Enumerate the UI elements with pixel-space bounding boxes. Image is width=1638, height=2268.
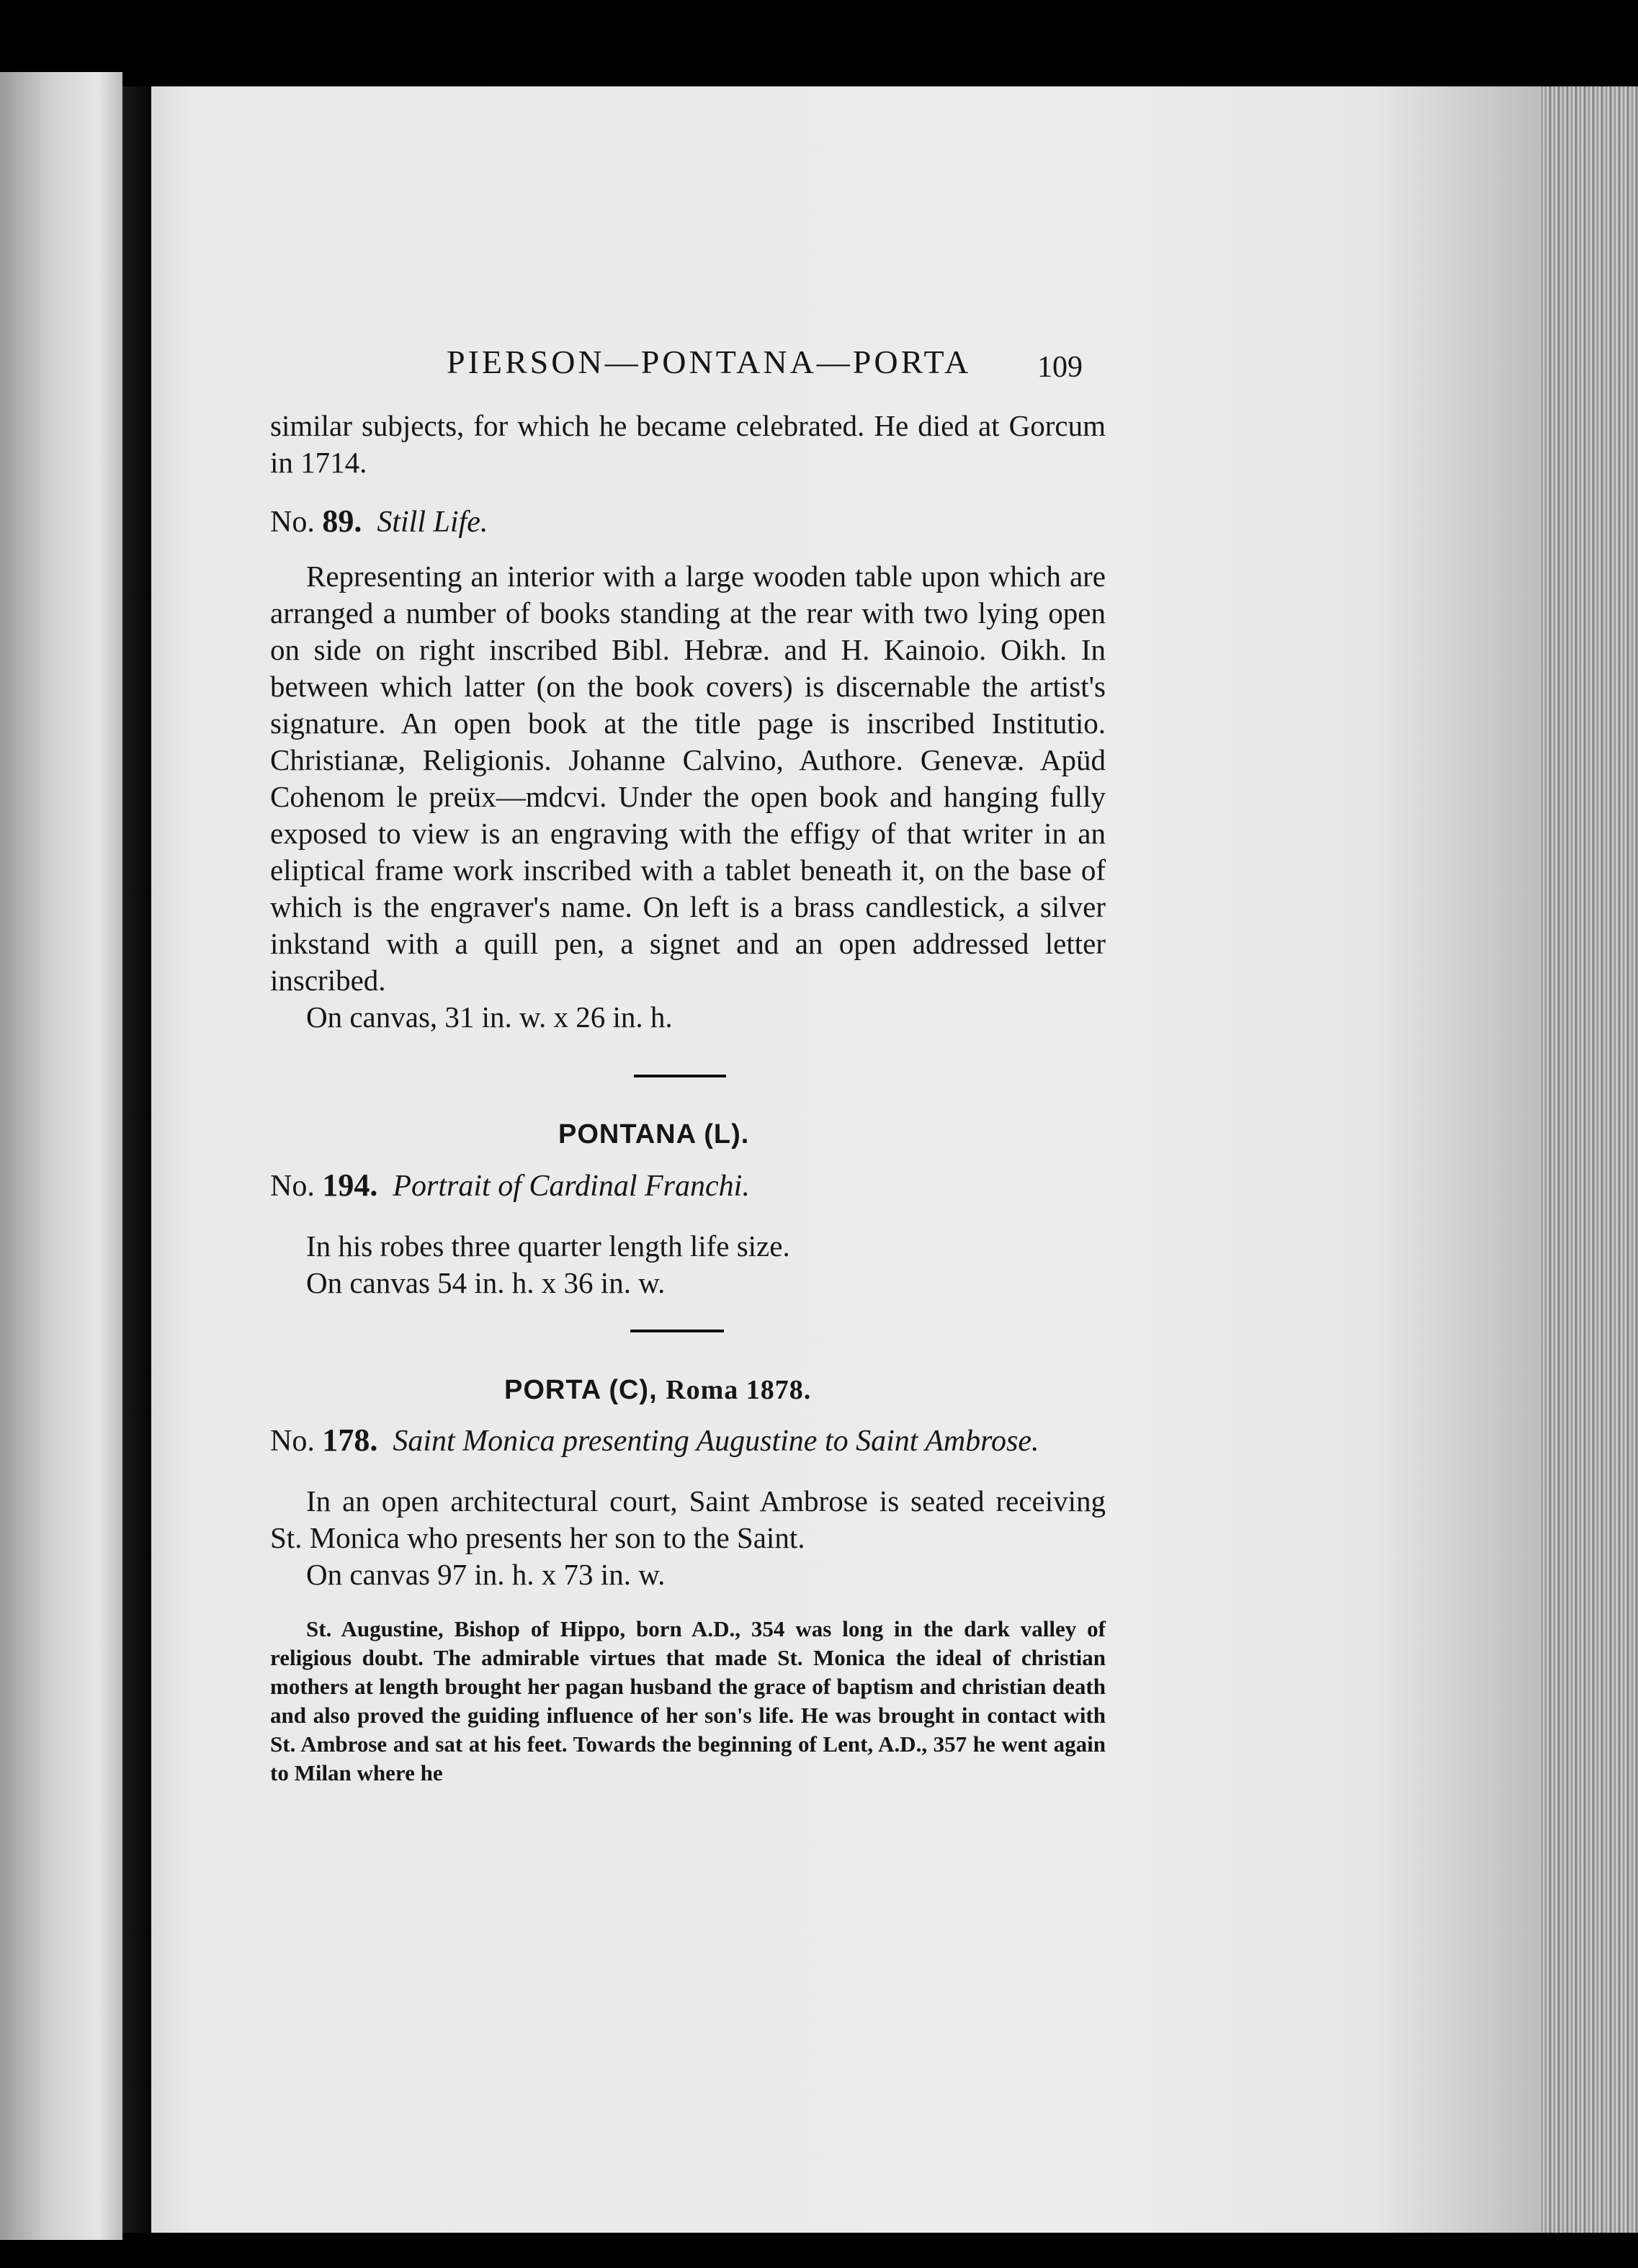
entry-dimensions: On canvas 97 in. h. x 73 in. w. — [306, 1558, 666, 1591]
entry-title: Portrait of Cardinal Franchi. — [393, 1170, 750, 1203]
artist-heading-pontana: PONTANA (L). — [558, 1119, 750, 1149]
artist-place-date: Roma 1878. — [666, 1375, 812, 1405]
section-divider — [630, 1330, 724, 1332]
porta-section — [270, 1422, 1106, 1788]
pierson-continuation: similar subjects, for which he became celebrated. He died at Gorcum in 1714. — [270, 409, 1106, 479]
book-gutter — [122, 86, 151, 2233]
entry-194 — [270, 1167, 1106, 1204]
artist-heading-porta — [504, 1374, 811, 1406]
entry-title: Saint Monica presenting Augustine to Saint Ambrose. — [393, 1425, 1039, 1458]
pontana-section — [270, 1167, 1106, 1301]
entry-178 — [270, 1422, 1106, 1458]
entry-89 — [270, 503, 1106, 539]
entry-description: Representing an interior with a large wooden table upon which are arranged a number of books standing at the rear with two lying open on side on right inscribed Bibl. Hebræ. and H. Kainoio. Oikh. In between which latter (on the book covers) is discernable the artist's signature. An open book at the title page is inscribed Institutio. Christianæ, Religionis. Johanne Calvino, Authore. Genevæ. Apüd Cohenom le preüx—mdcvi. Under the open book and hanging fully exposed to view is an engraving with the effigy of that writer in an eliptical frame work inscribed with a tablet beneath it, on the base of which is the engraver's name. On left is a brass candlestick, a silver inkstand with a quill pen, a signet and an open addressed letter inscribed. — [270, 560, 1106, 997]
entry-dimensions: On canvas, 31 in. w. x 26 in. h. — [306, 1000, 673, 1034]
entry-no-label: No. — [270, 506, 315, 539]
entry-title: Still Life. — [377, 506, 488, 539]
page-edges — [1541, 86, 1638, 2233]
entry-description: In his robes three quarter length life size. — [306, 1229, 790, 1263]
entry-dimensions: On canvas 54 in. h. x 36 in. w. — [306, 1266, 666, 1299]
biographical-note: St. Augustine, Bishop of Hippo, born A.D., 354 was long in the dark valley of religious doubt. The admirable virtues that made St. Monica the ideal of christian mothers at length brought her pagan husband the grace of baptism and christian death and also proved the guiding influence of her son's life. He was brought in contact with St. Ambrose and sat at his feet. Towards the beginning of Lent, A.D., 357 he went again to Milan where he — [270, 1616, 1106, 1785]
entry-number: 89. — [322, 503, 362, 539]
entry-number: 178. — [322, 1422, 378, 1458]
facing-page-edge — [0, 72, 122, 2240]
artist-name: PORTA (C), — [504, 1375, 658, 1405]
entry-description: In an open architectural court, Saint Ambrose is seated receiving St. Monica who presents her son to the Saint. — [270, 1484, 1106, 1554]
running-head: PIERSON—PONTANA—PORTA — [447, 344, 972, 380]
page-number: 109 — [1037, 351, 1083, 384]
entry-no-label: No. — [270, 1170, 315, 1203]
pierson-section — [270, 408, 1106, 1036]
entry-no-label: No. — [270, 1425, 315, 1458]
section-divider — [634, 1075, 726, 1077]
entry-number: 194. — [322, 1167, 378, 1203]
